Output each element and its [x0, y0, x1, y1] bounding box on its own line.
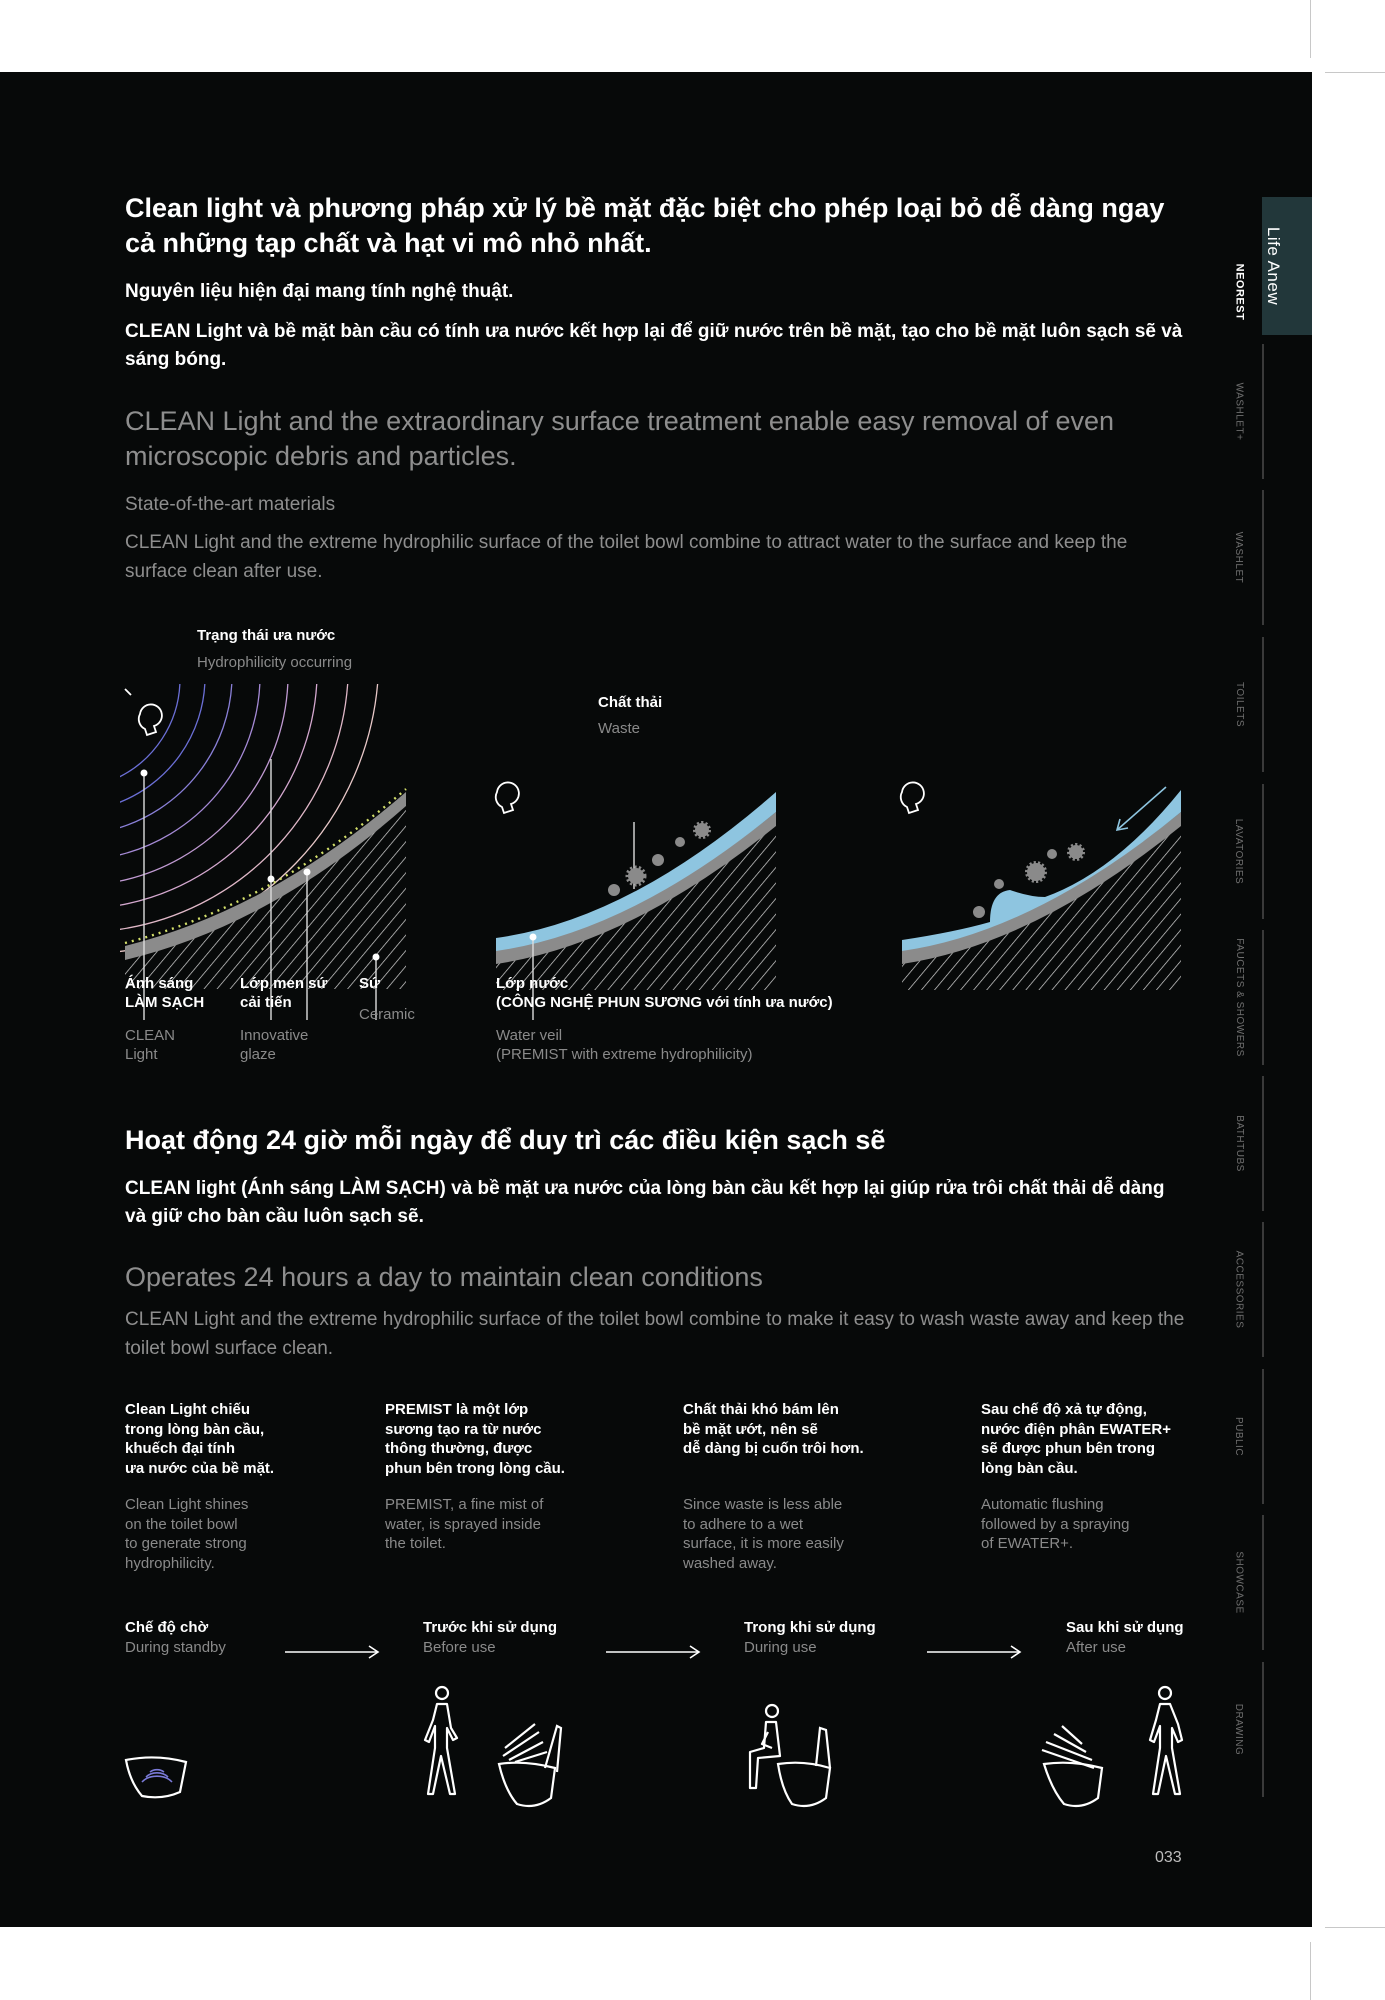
- walking-person-icon: [415, 1684, 465, 1804]
- stage-standby-en: During standby: [125, 1639, 226, 1656]
- glaze-label-en: Innovative glaze: [240, 1027, 309, 1063]
- arrow-right-icon: [927, 1645, 1023, 1659]
- clean-light-label-vi: Ánh sáng LÀM SẠCH: [125, 975, 205, 1011]
- tab-divider: [1262, 1662, 1264, 1797]
- section1-body-en: CLEAN Light and the extreme hydrophilic surface of the toilet bowl combine to attract water to the surface and keep the surface clean after use.: [125, 532, 1128, 582]
- tab-neorest[interactable]: NEOREST: [1233, 263, 1245, 321]
- crop-mark: [1310, 1942, 1311, 2000]
- tab-divider: [1262, 930, 1264, 1065]
- hydrophilicity-label-en: Hydrophilicity occurring: [197, 654, 353, 671]
- bulb-icon: [125, 689, 162, 735]
- step2-desc-en: PREMIST, a fine mist of water, is sprayed inside the toilet.: [385, 1496, 544, 1552]
- crop-mark: [1325, 72, 1385, 73]
- toilet-bowl-icon: [122, 1752, 192, 1802]
- step3-desc-en: Since waste is less able to adhere to a wet surface, it is more easily washed away.: [683, 1496, 844, 1572]
- brand-tab-label: Life Anew: [1264, 226, 1284, 306]
- hydrophilicity-diagram: [120, 684, 420, 1024]
- crop-mark: [1325, 1927, 1385, 1928]
- tab-washlet[interactable]: WASHLET: [1233, 531, 1245, 584]
- tab-divider: [1262, 490, 1264, 625]
- tab-showcase[interactable]: SHOWCASE: [1233, 1551, 1245, 1614]
- waste-label-vi: Chất thải: [598, 694, 663, 711]
- page-number: 033: [1155, 1849, 1182, 1866]
- flush-diagram: [895, 772, 1195, 1002]
- tab-faucets-showers[interactable]: FAUCETS & SHOWERS: [1233, 938, 1245, 1057]
- arrow-right-icon: [606, 1645, 702, 1659]
- stage-during-vi: Trong khi sử dụng: [744, 1619, 876, 1636]
- section1-subheading-vi: Nguyên liệu hiện đại mang tính nghệ thuật.: [125, 281, 514, 302]
- crop-mark: [1310, 0, 1311, 58]
- stage-standby-vi: Chế độ chờ: [125, 1619, 209, 1636]
- toilet-lid-open-icon: [495, 1720, 565, 1810]
- step4-desc-en: Automatic flushing followed by a spraying of EWATER+.: [981, 1496, 1130, 1552]
- step4-desc-vi: Sau chế độ xả tự động, nước điện phân EWATER+ sẽ được phun bên trong lòng bàn cầu.: [981, 1401, 1172, 1477]
- step2-desc-vi: PREMIST là một lớp sương tạo ra từ nước thông thường, được phun bên trong lòng cầu.: [385, 1401, 565, 1477]
- section1-subheading-en: State-of-the-art materials: [125, 494, 336, 515]
- ceramic-label-vi: Sứ: [359, 975, 380, 992]
- tab-accessories[interactable]: ACCESSORIES: [1233, 1250, 1245, 1329]
- tab-divider: [1262, 784, 1264, 919]
- section2-body-vi: CLEAN light (Ánh sáng LÀM SẠCH) và bề mặt ưa nước của lòng bàn cầu kết hợp lại giúp rửa trôi chất thải dễ dàng và giữ cho bàn cầu luôn sạch sẽ.: [125, 1178, 1165, 1227]
- section1-heading-vi: Clean light và phương pháp xử lý bề mặt đặc biệt cho phép loại bỏ dễ dàng ngay cả những tạp chất và hạt vi mô nhỏ nhất.: [125, 193, 1165, 258]
- tab-divider: [1262, 637, 1264, 772]
- tab-divider: [1262, 1369, 1264, 1504]
- section1-body-vi: CLEAN Light và bề mặt bàn cầu có tính ưa nước kết hợp lại để giữ nước trên bề mặt, tạo cho bề mặt luôn sạch sẽ và sáng bóng.: [125, 321, 1183, 370]
- toilet-in-use-icon: [776, 1724, 836, 1810]
- walking-away-person-icon: [1140, 1684, 1190, 1804]
- stage-after-en: After use: [1066, 1639, 1127, 1656]
- tab-washlet-plus[interactable]: WASHLET+: [1233, 382, 1245, 441]
- tab-divider: [1262, 344, 1264, 479]
- tab-divider: [1262, 1222, 1264, 1357]
- tab-public[interactable]: PUBLIC: [1233, 1416, 1245, 1457]
- stage-before-vi: Trước khi sử dụng: [423, 1619, 558, 1636]
- stage-before-en: Before use: [423, 1639, 496, 1656]
- tab-lavatories[interactable]: LAVATORIES: [1233, 818, 1245, 885]
- tab-divider: [1262, 1076, 1264, 1211]
- glaze-label-vi: Lớp men sứ cải tiến: [240, 975, 328, 1011]
- bulb-icon: [901, 782, 924, 813]
- step1-desc-vi: Clean Light chiếu trong lòng bàn cầu, khuếch đại tính ưa nước của bề mặt.: [125, 1401, 275, 1477]
- stage-after-vi: Sau khi sử dụng: [1066, 1619, 1184, 1636]
- waste-label-en: Waste: [598, 720, 640, 737]
- stage-during-en: During use: [744, 1639, 817, 1656]
- toilet-lid-closing-icon: [1038, 1720, 1108, 1810]
- ceramic-label-en: Ceramic: [359, 1006, 415, 1023]
- arrow-right-icon: [285, 1645, 381, 1659]
- tab-toilets[interactable]: TOILETS: [1233, 682, 1245, 727]
- tab-bathtubs[interactable]: BATHTUBS: [1233, 1115, 1245, 1172]
- step1-desc-en: Clean Light shines on the toilet bowl to generate strong hydrophilicity.: [125, 1496, 249, 1572]
- section2-heading-en: Operates 24 hours a day to maintain clean conditions: [125, 1262, 763, 1292]
- water-veil-label-en: Water veil (PREMIST with extreme hydrophilicity): [496, 1027, 753, 1063]
- hydrophilicity-label-vi: Trạng thái ưa nước: [197, 627, 336, 644]
- step3-desc-vi: Chất thải khó bám lên bề mặt ướt, nên sẽ dễ dàng bị cuốn trôi hơn.: [683, 1401, 864, 1457]
- section2-heading-vi: Hoạt động 24 giờ mỗi ngày để duy trì các điều kiện sạch sẽ: [125, 1125, 886, 1155]
- page: [0, 72, 1312, 1927]
- tab-divider: [1262, 1515, 1264, 1650]
- tab-drawing[interactable]: DRAWING: [1233, 1703, 1245, 1756]
- clean-light-label-en: CLEAN Light: [125, 1027, 176, 1063]
- bulb-icon: [496, 782, 519, 813]
- water-veil-label-vi: Lớp nước (CÔNG NGHỆ PHUN SƯƠNG với tính ưa nước): [496, 975, 833, 1011]
- section1-heading-en: CLEAN Light and the extraordinary surface treatment enable easy removal of even microscopic debris and particles.: [125, 406, 1115, 471]
- section2-body-en: CLEAN Light and the extreme hydrophilic surface of the toilet bowl combine to make it easy to wash waste away and keep the toilet bowl surface clean.: [125, 1309, 1185, 1359]
